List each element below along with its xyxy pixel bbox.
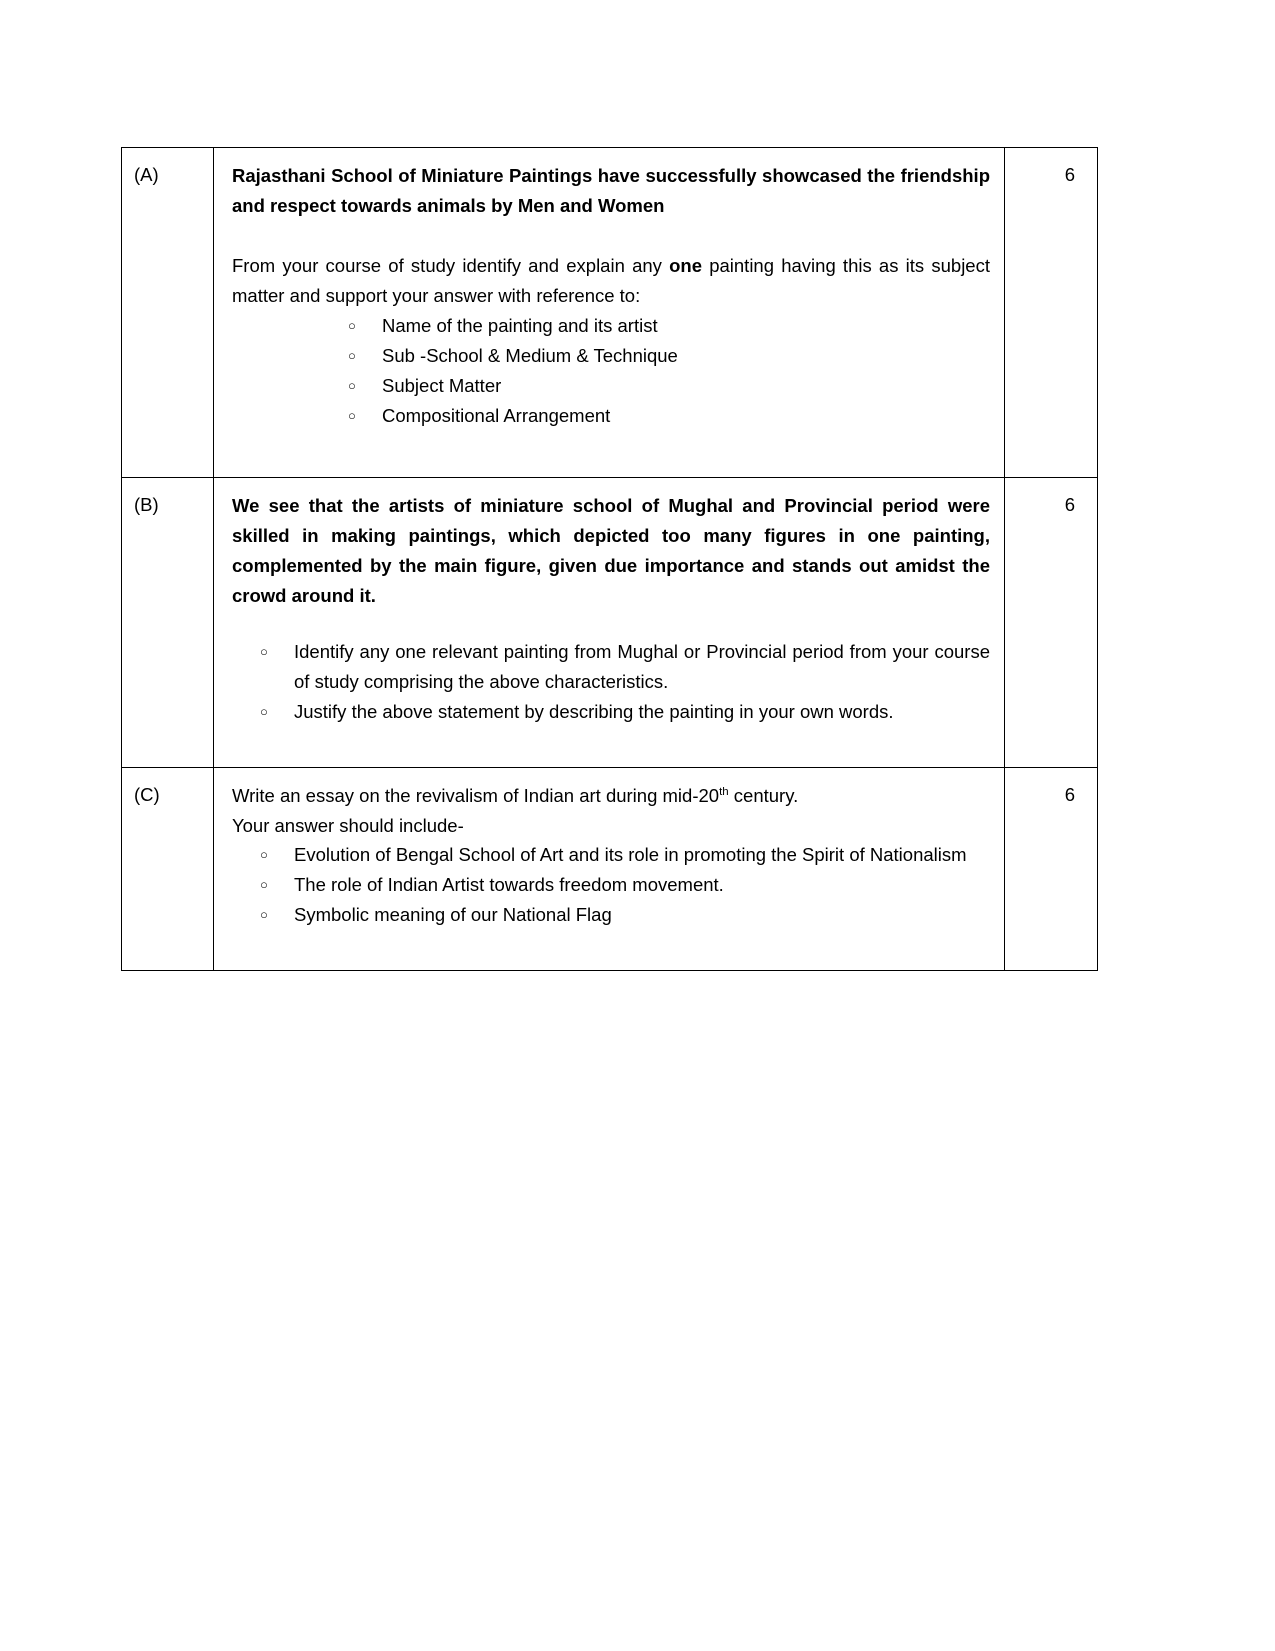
question-content-c: [214, 768, 1004, 971]
spacer: [232, 221, 990, 251]
list-item: ○ Evolution of Bengal School of Art and its role in promoting the Spirit of Nationalism: [252, 840, 990, 870]
list-item: ○ Identify any one relevant painting from Mughal or Provincial period from your course of study comprising the above characteristics.: [252, 637, 990, 697]
question-body-cell: [214, 767, 1005, 971]
question-c-bullet-list: [252, 840, 990, 930]
question-c-line1-part1: Write an essay on the revivalism of Indian art during mid-20: [232, 784, 720, 806]
question-content-a: [214, 148, 1004, 477]
question-marks-cell: [1005, 148, 1098, 478]
question-label-cell: [122, 477, 214, 767]
question-label-cell: [122, 148, 214, 478]
question-c-line1: [232, 781, 990, 811]
question-marks-c: 6: [1064, 783, 1075, 805]
table-row: [122, 767, 1098, 971]
table-row: [122, 477, 1098, 767]
question-c-line2: Your answer should include-: [232, 814, 464, 836]
question-label-a: (A): [134, 164, 159, 185]
list-item: ○ Justify the above statement by describing the painting in your own words.: [252, 697, 990, 727]
question-a-emphasis: one: [669, 254, 702, 276]
question-body-cell: [214, 148, 1005, 478]
table-row: [122, 148, 1098, 478]
question-marks-b: 6: [1064, 493, 1075, 515]
list-item: ○ Sub -School & Medium & Technique: [340, 341, 990, 371]
question-c-ordinal-suffix: th: [719, 785, 729, 798]
list-item: ○ Symbolic meaning of our National Flag: [252, 900, 990, 930]
question-label-b: (B): [134, 493, 159, 515]
list-item: ○ Subject Matter: [340, 371, 990, 401]
list-item: ○ Name of the painting and its artist: [340, 311, 990, 341]
list-item: ○ Compositional Arrangement: [340, 401, 990, 431]
question-a-instruction-part2: painting having this as its subject matter and support your answer with reference to:: [232, 254, 990, 306]
question-b-statement: We see that the artists of miniature school of Mughal and Provincial period were skilled in making paintings, which depicted too many figures in one painting, complemented by the main figure, given due importance and stands out amidst the crowd around it.: [232, 494, 990, 606]
question-content-b: [214, 478, 1004, 767]
question-marks-a: 6: [1064, 164, 1075, 185]
question-marks-cell: [1005, 477, 1098, 767]
question-b-bullet-list: [252, 637, 990, 727]
question-label-cell: [122, 767, 214, 971]
question-a-instruction: [232, 251, 990, 311]
question-a-bullet-list: [340, 311, 990, 431]
spacer: [232, 611, 990, 637]
question-table: [121, 147, 1098, 971]
question-a-instruction-part1: From your course of study identify and explain any: [232, 254, 670, 276]
list-item: ○ The role of Indian Artist towards freedom movement.: [252, 870, 990, 900]
question-marks-cell: [1005, 767, 1098, 971]
question-label-c: (C): [134, 783, 160, 805]
question-a-statement: Rajasthani School of Miniature Paintings have successfully showcased the friendship and respect towards animals by Men and Women: [232, 165, 990, 216]
question-c-line1-part2: century.: [728, 784, 799, 806]
question-body-cell: [214, 477, 1005, 767]
